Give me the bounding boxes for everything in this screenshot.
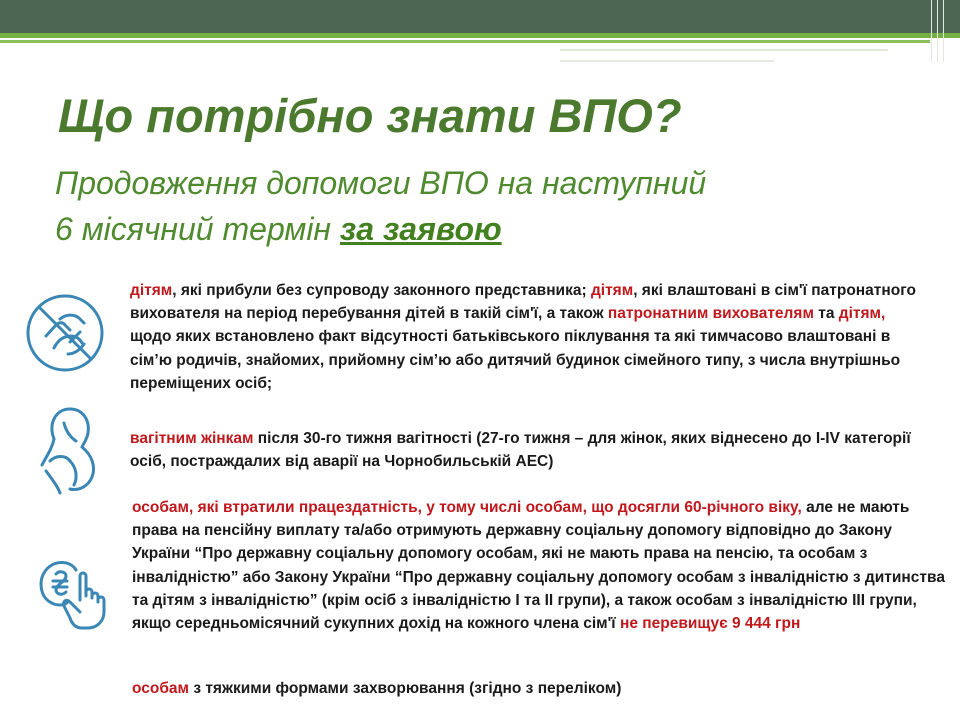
eligibility-block-pregnant bbox=[130, 427, 930, 473]
highlight-text: вагітним жінкам bbox=[130, 430, 254, 447]
eligibility-block-disabled bbox=[132, 496, 952, 635]
highlight-text: патронатним вихователям bbox=[607, 305, 814, 323]
header-vline bbox=[943, 0, 944, 62]
body-text: щодо яких встановлено факт відсутності батьківського піклування та які тимчасово влаштовані в сім’ю родичів, знайомих, прийомну сім’ю або дитячий будинок сімейного типу, з числа внутрішньо переміщених осіб; bbox=[130, 328, 901, 392]
slide-title: Що потрібно знати ВПО? bbox=[58, 89, 682, 142]
body-text: але не мають права на пенсійну виплату та/або отримують державну соціальну допомогу відповідно до Закону України “Про державну соціальну допомогу особам, які не мають права на пенсію, та особам з інвалідністю” або Закону України “Про державну соціальну допомогу особам з інвалідністю з дитинства та дітям з інвалідністю” (крім осіб з інвалідністю І та ІІ групи), а також особам з інвалідністю ІІІ групи, якщо середньомісячний сукупних дохід на кожного члена сім'ї bbox=[132, 499, 945, 633]
highlight-text: дітям bbox=[590, 282, 634, 299]
body-text: з тяжкими формами захворювання (згідно з переліком) bbox=[189, 680, 622, 697]
highlight-text: не перевищує 9 444 грн bbox=[619, 615, 801, 633]
header-stripe bbox=[0, 33, 960, 38]
header-vline bbox=[937, 0, 938, 62]
highlight-text: особам bbox=[132, 680, 190, 697]
subtitle-line-2 bbox=[55, 206, 706, 252]
slide-subtitle bbox=[55, 160, 706, 252]
subtitle-line-1: Продовження допомоги ВПО на наступний bbox=[55, 165, 707, 201]
body-text: та bbox=[813, 305, 839, 323]
hryvnia-coin-hand-icon bbox=[34, 556, 116, 632]
body-text: , які влаштовані в сім'ї патронатного вихователя на період перебування дітей в такій сім'ї, а також bbox=[130, 282, 916, 323]
pregnant-woman-icon bbox=[30, 405, 102, 497]
body-text: після 30-го тижня вагітності (27-го тижня – для жінок, яких віднесено до I-IV категорії осіб, постраждалих від аварії на Чорнобильській АЕС) bbox=[130, 430, 911, 471]
subtitle-emphasis: за заявою bbox=[339, 211, 502, 247]
highlight-text: особам, які втратили працездатність, у тому числі особам, що досягли 60-річного віку, bbox=[132, 499, 802, 516]
header-stripe-light bbox=[560, 49, 888, 51]
hands-no-touch-icon bbox=[24, 292, 106, 374]
highlight-text: дітям bbox=[130, 282, 173, 299]
header-bar bbox=[0, 0, 960, 33]
header-vline bbox=[931, 0, 932, 62]
header-stripe-light bbox=[560, 60, 774, 62]
eligibility-block-illness bbox=[132, 677, 932, 700]
subtitle-prefix: 6 місячний термін bbox=[55, 211, 340, 247]
eligibility-block-children bbox=[130, 279, 930, 395]
header-stripe-thin bbox=[0, 40, 930, 43]
body-text: , які прибули без супроводу законного представника; bbox=[172, 282, 591, 299]
highlight-text: дітям, bbox=[838, 305, 886, 323]
